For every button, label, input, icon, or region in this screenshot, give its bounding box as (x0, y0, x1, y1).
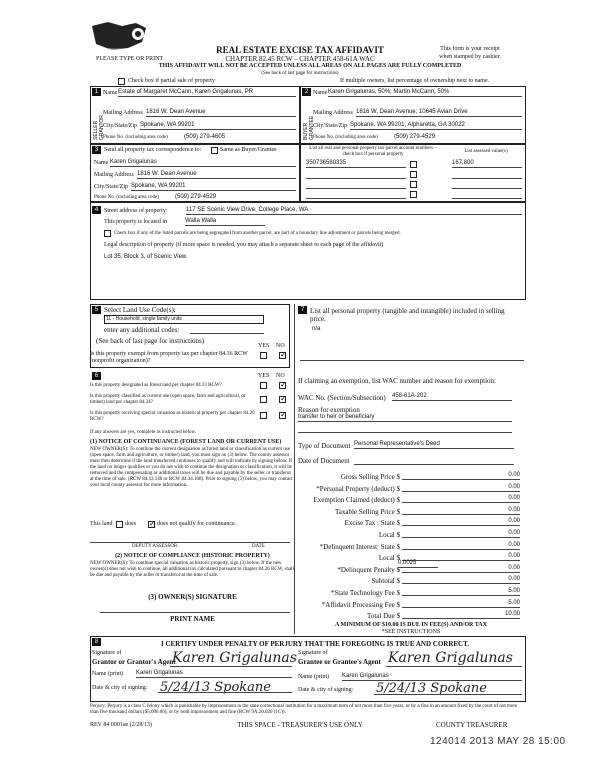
section-1-number: 1 (92, 88, 101, 96)
buyer-mailing-field[interactable]: 1816 W. Dean Avenue; 10645 Avian Drive (356, 109, 522, 117)
grantor-signature[interactable]: Karen Grigalunas (172, 650, 297, 666)
exempt-question: Is this property exempt from property tax per chapter 84.36 RCW (nonprofit organization)? (90, 351, 248, 364)
tax-row-value[interactable]: 10.00 (402, 611, 520, 619)
continuance-title: (1) NOTICE OF CONTINUANCE (FOREST LAND OR CURRENT USE) (90, 439, 282, 445)
assessed-line-3 (452, 188, 522, 189)
tax-row-label: *Personal Property (deduct) $ (316, 485, 400, 493)
tax-row-value[interactable]: 0.00 (402, 530, 520, 538)
section-6-divider (294, 304, 295, 634)
tax-row-value[interactable]: 0.00 (402, 518, 520, 526)
buyer-side-label: BUYER GRANTEE (303, 115, 315, 140)
seller-side-label: SELLER GRANTOR (93, 115, 105, 140)
tax-row-value[interactable]: 0.00 (402, 542, 520, 550)
corr-phone-label: Phone No. (including area code) (94, 195, 159, 200)
grantor-sig-line (170, 666, 292, 667)
historic-title: (2) NOTICE OF COMPLIANCE (HISTORIC PROPERTY) (115, 553, 270, 559)
seller-city-label: City/State/Zip (103, 123, 137, 129)
perjury-notice: Perjury: Perjury is a class C felony which is punishable by imprisonment in the state correctional institution for a maximum term of not more than five years, or by a fine in an amount fixed by the court of not more than five thousand dollars ($5,000.00), or by both imprisonment and fine (RCW 9A.20.020 (1C)). (90, 704, 518, 715)
additional-codes-line (190, 333, 264, 334)
section-2-number: 2 (302, 88, 311, 96)
please-type: PLEASE TYPE OR PRINT (96, 56, 164, 62)
q-yes-header: YES (258, 373, 270, 379)
grantee-sig-label: Signature of (298, 650, 328, 656)
exempt-no-checkbox[interactable] (279, 352, 286, 359)
section-7-number: 7 (298, 306, 307, 314)
owner-signature-title: (3) OWNER(S) SIGNATURE (148, 593, 237, 601)
assessed-field-1[interactable]: 167,800 (452, 160, 522, 168)
doc-date-label: Date of Document (298, 457, 350, 465)
tax-row-label: Exemption Claimed (deduct) $ (313, 496, 400, 504)
exemption-label: If claiming an exemption, list WAC number and reason for exemption: (298, 377, 496, 385)
seller-phone-label: Phone No. (including area code) (103, 135, 168, 140)
tax-row-value[interactable]: 0.00 (402, 565, 520, 573)
grantee-date-city[interactable]: 5/24/13 Spokane (376, 681, 487, 696)
corr-mailing-label: Mailing Address (94, 172, 134, 178)
tax-row-label: *Affidavit Processing Fee $ (321, 601, 400, 609)
forest-no-checkbox[interactable] (279, 382, 286, 389)
tax-row-label: *Delinquent Interest: State $ (319, 543, 400, 551)
grantee-date-city-label: Date & city of signing: (298, 687, 354, 693)
form-subtitle: CHAPTER 82.45 RCW – CHAPTER 458-61A WAC (225, 55, 375, 63)
personal-property-label: List all personal property (tangible and intangible) included in selling price. (310, 307, 505, 323)
land-use-title: Select Land Use Code(s): (104, 306, 176, 314)
buyer-name-field[interactable]: Karen Grigalunas, 50%; Martin McCann, 50% (328, 89, 522, 97)
land-use-code-value: 11 - Household, single family units (106, 316, 182, 322)
continuance-text: NEW OWNER(S): To continue the current designation as forest land or classification as current use (open space, farm and agriculture, or timber) land, you must sign on (3) below. The county assessor must then determine if the land transferred continues to qualify and will indicate by signing below. If the land no longer qualifies or you do not wish to continue the designation or classification, it will be removed and the compensating or additional taxes will be due and payable by the seller or transferor at the time of sale. (RCW 84.33.140 or RCW 84.34.108). Prior to signing (3) below, you may contact your local county assessor for more information. (90, 447, 293, 488)
tax-row-label: Excise Tax : State $ (344, 519, 400, 527)
grantor-sig-label: Signature of (92, 650, 122, 656)
parcel-header: List all real and personal property tax parcel account numbers – check box if personal property (309, 146, 437, 157)
seller-name-label: Name (103, 90, 118, 96)
buyer-phone-label: Phone No. (including area code) (313, 135, 378, 140)
same-as-buyer-label: Same as Buyer/Grantee (220, 147, 277, 153)
section-6-number: 6 (92, 372, 101, 380)
personal-property-line (300, 360, 524, 361)
does-not-label: does not qualify for continuance. (157, 521, 237, 527)
dor-logo (88, 20, 152, 54)
reason-line-2 (298, 432, 512, 433)
owner-signature-line (100, 612, 290, 613)
corr-name-label: Name (94, 160, 109, 166)
tax-row-label: Subtotal $ (371, 577, 400, 585)
q-no-header: NO (276, 373, 285, 379)
deputy-date-label: DATE (252, 544, 265, 549)
seller-phone-field[interactable]: (509) 279-4605 (184, 134, 226, 140)
form-warning: THIS AFFIDAVIT WILL NOT BE ACCEPTED UNLESS ALL AREAS ON ALL PAGES ARE FULLY COMPLETED (158, 63, 462, 69)
legal-description-label: Legal description of property (if more space is needed, you may attach a separate sheet to each page of the affidavit) (104, 242, 384, 248)
section-8-number: 8 (92, 638, 101, 646)
current-use-no-checkbox[interactable] (279, 396, 286, 403)
seller-city-field[interactable]: Spokane, WA 99201 (140, 122, 296, 130)
grantee-date-line (374, 694, 522, 695)
located-in-field[interactable]: Walla Walla (185, 218, 265, 226)
assessed-line-2 (452, 178, 522, 179)
parcel-line-3 (306, 188, 406, 189)
segregated-checkbox[interactable] (104, 230, 111, 237)
grantee-sig-line (386, 666, 522, 667)
grantor-agent-label: Grantor or Grantor's Agent (92, 658, 176, 666)
print-name-label: PRINT NAME (170, 615, 215, 623)
buyer-city-field[interactable]: Spokane, WA 99201; Alpharetta, GA 30022 (350, 122, 522, 130)
tax-row-value[interactable]: 0.00 (402, 553, 520, 561)
corr-city-label: City/State/Zip (94, 184, 128, 190)
buyer-city-label: City/State/Zip (313, 123, 347, 129)
tax-row-label: Local $ (378, 554, 400, 562)
this-land-label: This land (90, 521, 113, 527)
grantor-date-city[interactable]: 5/24/13 Spokane (160, 680, 271, 695)
corr-city-field[interactable]: Spokane, WA 99201 (131, 183, 296, 191)
form-title: REAL ESTATE EXCISE TAX AFFIDAVIT (216, 45, 384, 55)
exempt-yes-header: YES (258, 343, 270, 349)
tax-row-label: Gross Selling Price $ (340, 473, 400, 481)
does-label: does (125, 521, 136, 527)
exempt-yes-checkbox[interactable] (260, 352, 267, 359)
send-correspondence-label: Send all property tax correspondence to: (104, 147, 202, 153)
grantee-agent-label: Grantee or Grantee's Agent (298, 658, 381, 666)
located-in-label: This property is located in (104, 219, 167, 225)
street-address-field[interactable]: 117 SE Scenic View Drive, College Place, WA (186, 207, 522, 215)
historic-text: NEW OWNER(S): To continue special valuation as historic property, sign (3) below. If the new owner(s) does not wish to continue, all additional tax calculated pursuant to chapter 84.26 RCW, shall be due and payable by the seller or transferor at the time of sale. (90, 561, 294, 578)
corr-name-field[interactable]: Karen Grigalunas (110, 159, 296, 167)
grantor-name-print-label: Name (print) (92, 671, 124, 677)
section-3-number: 3 (92, 146, 101, 154)
receipt-stamp: 124014 2013 MAY 28 15:00 (430, 736, 566, 747)
personal-property-checkbox-4[interactable] (410, 191, 417, 198)
wac-label: WAC No. (Section/Subsection) (298, 394, 386, 402)
buyer-phone-field[interactable]: (509) 279-4529 (394, 134, 436, 140)
partial-sale-checkbox[interactable] (118, 78, 125, 85)
grantee-name-print-label: Name (print) (298, 674, 330, 680)
deputy-assessor-label: DEPUTY ASSESSOR (132, 544, 178, 549)
tax-row-label: *State Technology Fee $ (330, 589, 400, 597)
minimum-due-note: A MINIMUM OF $10.00 IS DUE IN FEE(S) AND/OR TAX (335, 622, 487, 628)
revision-code: REV 84 0001ae (2/28/13) (90, 722, 153, 728)
partial-sale-label: Check box if partial sale of property (128, 78, 215, 84)
tax-row-value[interactable]: 0.00 (402, 507, 520, 515)
receipt-note-1: This form is your receipt (440, 46, 500, 52)
same-as-buyer-checkbox[interactable] (211, 147, 218, 154)
multiple-owners-note: If multiple owners, list percentage of ownership next to name. (340, 78, 490, 84)
historic-yes-checkbox[interactable] (260, 412, 267, 419)
assessed-line-4 (452, 198, 522, 199)
section-4-number: 4 (92, 206, 101, 214)
current-use-yes-checkbox[interactable] (260, 396, 267, 403)
additional-codes-label: enter any additional codes: (104, 326, 180, 334)
tax-row-label: Total Due $ (367, 612, 400, 620)
land-use-see-back: (See back of last page for instructions) (96, 337, 205, 345)
see-instructions-note: *SEE INSTRUCTIONS (381, 629, 441, 635)
deputy-assessor-line (90, 542, 290, 543)
logo-caption: Washington State Department of Revenue (92, 47, 149, 51)
corr-mailing-field[interactable]: 1816 W. Dean Avenue (137, 171, 296, 179)
does-not-qualify-checkbox[interactable] (148, 521, 155, 528)
buyer-name-label: Name (313, 90, 328, 96)
historic-no-checkbox[interactable] (279, 412, 286, 419)
legal-description-field[interactable]: Lot 35, Block 3, of Scenic View. (104, 254, 188, 260)
assessed-header: List assessed value(s) (464, 149, 508, 154)
tax-row-label: Taxable Selling Price $ (334, 508, 400, 516)
forest-question: Is this property designated as forest land per chapter 84.33 RCW? (90, 383, 222, 388)
tax-row-value[interactable]: 0.00 (402, 495, 520, 503)
tax-row-value[interactable]: 0.00 (402, 576, 520, 584)
personal-property-checkbox-3[interactable] (410, 181, 417, 188)
doc-type-label: Type of Document (298, 442, 351, 450)
tax-row-label: Local $ (378, 531, 400, 539)
parcel-field-1[interactable]: 350736580335 (306, 160, 406, 168)
personal-property-checkbox-1[interactable] (410, 161, 417, 168)
treasurer-space-label: THIS SPACE - TREASURER'S USE ONLY (237, 721, 363, 729)
receipt-note-2: when stamped by cashier. (439, 54, 501, 60)
answers-yes-note: If any answers are yes, complete as instructed below. (90, 430, 197, 435)
seller-mailing-field[interactable]: 1816 W. Dean Avenue (146, 109, 296, 117)
exempt-no-header: NO (276, 343, 285, 349)
doc-type-field[interactable]: Personal Representative's Deed (354, 441, 514, 449)
historic-question: Is this property receiving special valuation as historical property per chapter 84.26 RCW? (90, 411, 255, 422)
doc-date-line (354, 464, 514, 465)
parcel-line-4 (306, 198, 406, 199)
corr-phone-field[interactable]: (509) 279-4529 (175, 194, 217, 200)
seller-name-field[interactable]: Estate of Margaret McCann, Karen Grigalunas, PR (118, 89, 296, 97)
grantor-date-city-label: Date & city of signing: (92, 685, 148, 691)
personal-property-checkbox-2[interactable] (410, 171, 417, 178)
tax-row-value[interactable]: 0.00 (402, 472, 520, 480)
tax-row-value[interactable]: 0.00 (402, 484, 520, 492)
tax-row-label: *Delinquent Penalty $ (337, 566, 400, 574)
section-4-property (90, 202, 526, 300)
reason-field[interactable]: transfer to heir or beneficiary (298, 414, 512, 422)
tax-rate-field[interactable]: 0.0025 (398, 560, 438, 568)
tax-row-value[interactable]: 5.00 (402, 600, 520, 608)
personal-property-value[interactable]: n/a (312, 326, 321, 332)
see-back-note: (See back of last page for instructions) (261, 71, 339, 76)
tax-row-value[interactable]: 5.00 (402, 588, 520, 596)
seller-mailing-label: Mailing Address (103, 110, 143, 116)
reason-label: Reason for exemption (298, 406, 360, 414)
section-5-number: 5 (92, 306, 101, 314)
current-use-question: Is this property classified as current use (open space, farm and agricultural, or timber) land per chapter 84.34? (90, 394, 246, 405)
wac-field[interactable]: 458-61A-202 (392, 393, 512, 401)
grantee-signature[interactable]: Karen Grigalunas (388, 650, 513, 666)
buyer-mailing-label: Mailing Address (313, 110, 353, 116)
grantor-name-print-field[interactable]: Karen Grigalunas (136, 670, 292, 678)
segregated-label: Check box if any of the listed parcels are being segregated from another parcel, are part of a boundary line adjustment or parcels being merged. (114, 231, 401, 236)
parcel-line-2 (306, 178, 406, 179)
county-treasurer-label: COUNTY TREASURER (436, 721, 508, 729)
certify-statement: I CERTIFY UNDER PENALTY OF PERJURY THAT THE FOREGOING IS TRUE AND CORRECT. (160, 640, 469, 648)
grantor-date-line (158, 692, 292, 693)
street-address-label: Street address of property: (104, 208, 168, 214)
grantee-name-print-field[interactable]: Karen Grigalunas (342, 673, 522, 681)
does-qualify-checkbox[interactable] (116, 521, 123, 528)
forest-yes-checkbox[interactable] (260, 382, 267, 389)
